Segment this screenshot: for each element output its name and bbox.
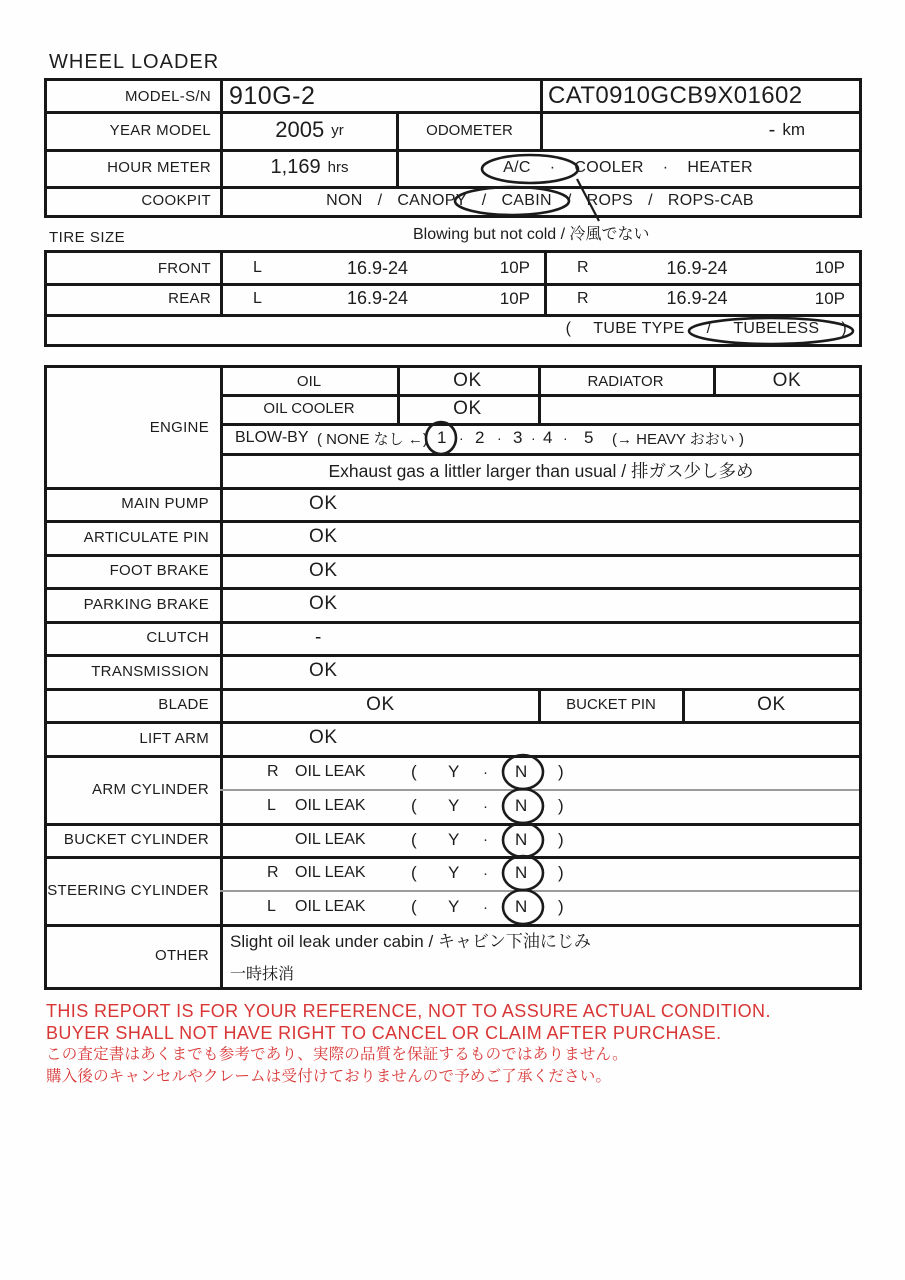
- separator-slash: /: [706, 320, 712, 337]
- tire-size: 16.9-24: [666, 288, 728, 308]
- oil-leak-no: N: [515, 829, 528, 849]
- paren-close: ): [841, 320, 847, 337]
- separator-dot: ·: [483, 864, 488, 882]
- separator-dot: ·: [531, 430, 536, 446]
- separator-dot: ·: [662, 158, 669, 176]
- oil-leak-label: OIL LEAK: [295, 898, 366, 915]
- paren-close: ): [558, 863, 564, 882]
- hour-meter-value: [223, 149, 396, 186]
- paren-close: ): [558, 829, 564, 849]
- tire-rear-right: [547, 283, 859, 314]
- option-rops-cab: ROPS-CAB: [667, 191, 754, 209]
- option-heater: HEATER: [687, 158, 753, 176]
- main-pump-value: OK: [309, 492, 338, 514]
- tire-pos: L: [253, 259, 262, 276]
- option-canopy: CANOPY: [397, 191, 467, 209]
- steering-cylinder-r-row: [223, 856, 859, 890]
- tire-rear-left: [223, 283, 544, 314]
- blowby-level-5: 5: [584, 428, 594, 447]
- blowby-row: [223, 423, 859, 453]
- cockpit-options: [223, 186, 857, 215]
- tire-pos: R: [577, 259, 589, 276]
- main-pump-label: MAIN PUMP: [121, 495, 209, 512]
- tubeless-option: TUBELESS: [733, 320, 820, 337]
- blade-value: OK: [366, 693, 395, 715]
- tire-rear-label: REAR: [168, 290, 211, 307]
- side-letter: R: [267, 763, 279, 780]
- document-title: WHEEL LOADER: [49, 51, 220, 73]
- separator-dot: ·: [459, 430, 464, 446]
- exhaust-note: Exhaust gas a littler larger than usual / 排ガス少し多め: [328, 460, 754, 481]
- separator-slash: /: [481, 191, 487, 209]
- tire-size: 16.9-24: [666, 257, 728, 278]
- paren-open: (: [411, 796, 417, 815]
- tire-pos: L: [253, 289, 262, 307]
- oil-cooler-value: OK: [453, 397, 482, 419]
- paren-open: (: [411, 863, 417, 882]
- model-label: MODEL-S/N: [124, 87, 211, 105]
- paren-close: ): [558, 796, 564, 815]
- oil-cooler-label: OIL COOLER: [263, 400, 355, 417]
- oil-leak-yes: Y: [448, 897, 460, 916]
- clutch-label: CLUTCH: [146, 629, 209, 646]
- bucket-pin-label: BUCKET PIN: [566, 696, 656, 713]
- separator-slash: /: [648, 191, 653, 209]
- paren-open: (: [411, 762, 417, 781]
- oil-leak-yes: Y: [448, 762, 460, 781]
- separator-dot: ·: [483, 797, 488, 815]
- option-ac: A/C: [503, 158, 531, 176]
- parking-brake-value: OK: [309, 593, 338, 614]
- tire-front-label: FRONT: [157, 259, 211, 277]
- tire-ply: 10P: [499, 288, 530, 308]
- engine-oil-value: OK: [453, 370, 482, 391]
- arm-cylinder-l-row: [223, 789, 859, 823]
- other-label: OTHER: [155, 947, 209, 964]
- engine-label: ENGINE: [149, 419, 209, 436]
- separator-dot: ·: [483, 898, 488, 916]
- paren-open: (: [411, 829, 417, 849]
- tire-front-right: [547, 253, 859, 283]
- tire-ply: 10P: [814, 258, 845, 277]
- lift-arm-label: LIFT ARM: [139, 729, 209, 747]
- radiator-value: OK: [772, 370, 802, 391]
- option-cooler: COOLER: [574, 158, 644, 176]
- articulate-pin-value: OK: [309, 526, 338, 547]
- other-notes: [223, 924, 859, 987]
- blowby-level-1: 1: [437, 428, 447, 447]
- tire-size: 16.9-24: [346, 288, 409, 308]
- oil-leak-no: N: [515, 762, 528, 781]
- paren-close: ): [558, 897, 564, 916]
- bucket-pin-value: OK: [757, 693, 786, 715]
- oil-leak-no: N: [515, 796, 528, 815]
- spec-table: [44, 78, 862, 218]
- oil-leak-no: N: [515, 863, 528, 882]
- engine-oil-label: OIL: [296, 372, 322, 390]
- arm-cylinder-r-row: [223, 755, 859, 789]
- steering-cylinder-l-row: [223, 890, 859, 924]
- odometer-number: -: [768, 118, 776, 141]
- arm-cylinder-label: ARM CYLINDER: [92, 780, 209, 798]
- oil-leak-yes: Y: [448, 863, 460, 882]
- inspection-table: [44, 365, 862, 990]
- separator-slash: /: [566, 191, 572, 209]
- bucket-cylinder-row: [223, 823, 859, 856]
- disclaimer-line: BUYER SHALL NOT HAVE RIGHT TO CANCEL OR CLAIM AFTER PURCHASE.: [46, 1023, 722, 1043]
- year-unit: yr: [331, 121, 344, 139]
- blowby-heavy-note: (→ HEAVY おおい ): [612, 430, 744, 448]
- tire-ply: 10P: [499, 258, 530, 277]
- tube-type-row: [47, 314, 859, 344]
- oil-leak-label: OIL LEAK: [295, 830, 366, 848]
- blowby-level-3: 3: [513, 428, 523, 447]
- hour-meter-label: HOUR METER: [107, 159, 211, 176]
- option-non: NON: [326, 191, 363, 209]
- serial-number: CAT0910GCB9X01602: [548, 82, 803, 109]
- paren-close: ): [558, 762, 564, 781]
- articulate-pin-label: ARTICULATE PIN: [83, 528, 209, 546]
- oil-leak-no: N: [515, 897, 528, 916]
- model-value: 910G-2: [229, 81, 316, 110]
- foot-brake-value: OK: [309, 559, 338, 581]
- side-letter: L: [267, 898, 276, 915]
- bucket-cylinder-label: BUCKET CYLINDER: [63, 831, 209, 848]
- odometer-label: ODOMETER: [426, 121, 513, 139]
- tube-type-option: TUBE TYPE: [593, 320, 685, 337]
- separator-slash: /: [377, 191, 383, 209]
- other-note-line2: 一時抹消: [230, 966, 295, 983]
- year-number: 2005: [275, 117, 325, 142]
- oil-leak-label: OIL LEAK: [295, 763, 366, 780]
- blowby-none-note: ( NONE なし ←): [317, 430, 428, 448]
- radiator-label: RADIATOR: [587, 372, 664, 390]
- side-letter: L: [267, 797, 276, 814]
- odometer-unit: km: [782, 120, 805, 139]
- oil-leak-yes: Y: [448, 829, 460, 849]
- option-rops: ROPS: [586, 191, 634, 209]
- tire-front-left: [223, 253, 544, 283]
- steering-cylinder-label: STEERING CYLINDER: [47, 881, 209, 899]
- oil-leak-label: OIL LEAK: [295, 797, 366, 814]
- year-value: [223, 111, 396, 149]
- year-label: YEAR MODEL: [109, 121, 211, 139]
- blowby-label: BLOW-BY: [235, 429, 309, 446]
- side-letter: R: [267, 864, 279, 881]
- separator-dot: ·: [483, 831, 488, 848]
- transmission-label: TRANSMISSION: [91, 662, 209, 680]
- aircon-note: Blowing but not cold / 冷風でない: [413, 226, 650, 243]
- clutch-value: -: [315, 626, 322, 648]
- blade-label: BLADE: [158, 696, 209, 713]
- disclaimer-line: THIS REPORT IS FOR YOUR REFERENCE, NOT TO ASSURE ACTUAL CONDITION.: [46, 1001, 771, 1021]
- oil-leak-label: OIL LEAK: [295, 864, 366, 881]
- tire-size-label: TIRE SIZE: [49, 229, 126, 246]
- disclaimer-line: この査定書はあくまでも参考であり、実際の品質を保証するものではありません。: [46, 1046, 628, 1063]
- paren-open: (: [411, 897, 417, 916]
- odometer-value: [543, 111, 857, 149]
- paren-open: (: [565, 320, 572, 337]
- hour-unit: hrs: [327, 159, 349, 176]
- parking-brake-label: PARKING BRAKE: [83, 595, 209, 613]
- separator-dot: ·: [563, 430, 568, 446]
- blowby-level-2: 2: [475, 428, 485, 447]
- transmission-value: OK: [309, 660, 338, 681]
- other-note-line1: Slight oil leak under cabin / キャビン下油にじみ: [230, 932, 591, 951]
- cockpit-label: COOKPIT: [141, 192, 211, 209]
- tire-size: 16.9-24: [346, 257, 409, 278]
- disclaimer-line: 購入後のキャンセルやクレームは受付けておりませんので予めご了承ください。: [46, 1068, 612, 1085]
- separator-dot: ·: [483, 763, 488, 781]
- hour-number: 1,169: [270, 156, 321, 178]
- separator-dot: ·: [497, 430, 502, 446]
- option-cabin: CABIN: [501, 191, 552, 209]
- aircon-options: [399, 149, 857, 186]
- blowby-level-4: 4: [543, 428, 553, 447]
- tire-table: [44, 250, 862, 347]
- separator-dot: ·: [549, 158, 556, 176]
- lift-arm-value: OK: [309, 727, 338, 748]
- tire-ply: 10P: [814, 288, 845, 308]
- oil-leak-yes: Y: [448, 796, 460, 815]
- tire-pos: R: [577, 289, 589, 307]
- foot-brake-label: FOOT BRAKE: [109, 562, 209, 579]
- disclaimer: [46, 1000, 771, 1088]
